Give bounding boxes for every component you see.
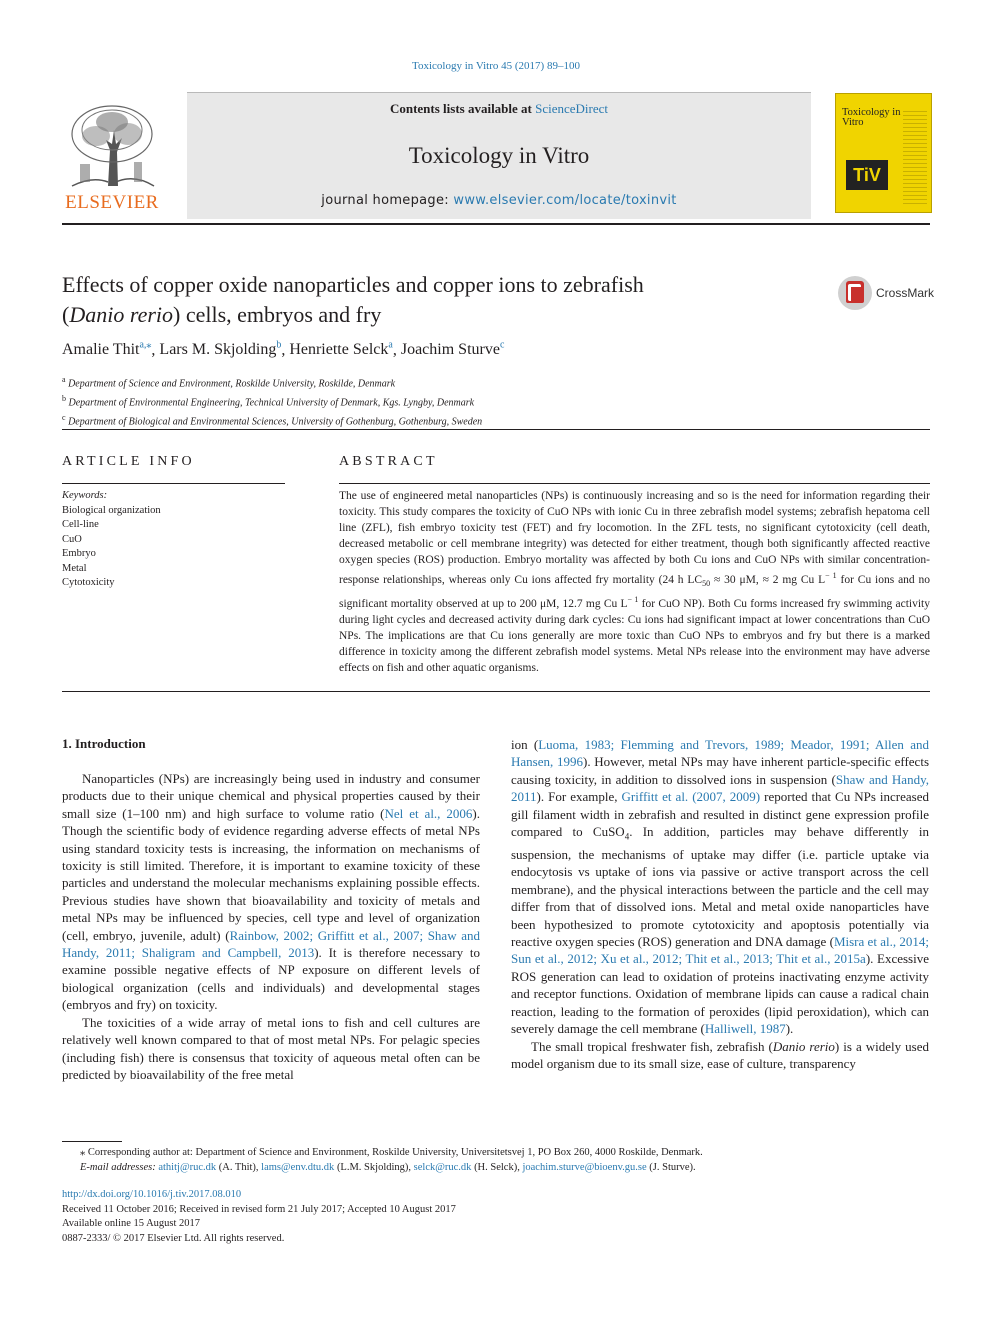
- keyword: Biological organization: [62, 504, 161, 516]
- article-metadata: [62, 1188, 456, 1246]
- copyright: 0887-2333/ © 2017 Elsevier Ltd. All rights reserved.: [62, 1232, 285, 1244]
- doi-link[interactable]: http://dx.doi.org/10.1016/j.tiv.2017.08.010: [62, 1189, 242, 1200]
- homepage-link[interactable]: www.elsevier.com/locate/toxinvit: [453, 193, 677, 208]
- citation-link[interactable]: Shaw and Handy, 2011: [511, 771, 929, 805]
- abstract-text: The use of engineered metal nanoparticles (NPs) is continuously increasing and so is the need for information regarding their toxicity. This study compares the toxicity of CuO NPs with ionic Cu in three zebrafish model systems; zebrafish hepatoma cell line (ZFL), fish embryo toxicity test (FET) and fry locomotion. In the ZFL tests, no significant cytotoxicity (cell death, decreased metabolic or cell membrane integrity) was detected for either treatment, though both significantly affected reactive oxygen species (ROS) production. Embryo mortality was affected by both Cu ions and CuO NPs with similar concentration-response relationships, whereas only Cu ions affected fry mortality (24 h $LC_{50} \approx 30$ μM, ≈ 2 mg Cu $L^{- 1}$ for Cu ions and no significant mortality observed at up to 200 μM, 12.7 mg Cu $L^{- 1}$ for CuO NP). Both Cu forms increased fry swimming activity during light cycles and decreased activity during dark cycles: Cu ions had significant impact at lower concentrations than CuO NPs. The implications are that Cu ions generally are more toxic than CuO NPs to embryos and fry but there is a marked difference in toxicity among the different zebrafish model systems. Metal NPs release into the environment may have adverse effects on fish and other aquatic organisms.: [339, 490, 931, 674]
- cover-title: Toxicology in Vitro: [842, 107, 901, 128]
- contents-line: Contents lists available at ScienceDirect: [389, 101, 609, 116]
- paragraph: The small tropical freshwater fish, zebrafish (Danio rerio) is a widely used model organism due to its small size, ease of culture, transparency: [511, 1038, 930, 1071]
- received-dates: Received 11 October 2016; Received in revised form 21 July 2017; Accepted 10 August 2017: [62, 1203, 456, 1215]
- citation-link[interactable]: Rainbow, 2002; Griffitt et al., 2007; Shaw and Handy, 2011; Shaligram and Campbell, 2013: [62, 927, 480, 961]
- citation-link[interactable]: Luoma, 1983; Flemming and Trevors, 1989; Meador, 1991; Allen and Hansen, 1996: [511, 737, 929, 770]
- cover-stripes: [903, 108, 927, 204]
- online-date: Available online 15 August 2017: [62, 1218, 201, 1229]
- citation-link[interactable]: Misra et al., 2014; Sun et al., 2012; Xu et al., 2012; Thit et al., 2013; Thit et al., 2015a: [511, 934, 929, 967]
- abstract-bottom-rule: [62, 691, 930, 692]
- cover-badge: TiV: [846, 160, 888, 190]
- affiliations: [62, 373, 482, 429]
- paragraph: Nanoparticles (NPs) are increasingly being used in industry and consumer products due to their unique chemical and physical properties caused by their small size (1–100 nm) and high surface to volume ratio (Nel et al., 2006). Though the scientific body of evidence regarding adverse effects of metal NPs using standard toxicity tests is increasing, the information on mechanisms of toxicity is still limited. Therefore, it is important to examine toxicity of these particles and understand the molecular mechanisms explaining possible effects. Previous studies have shown that bioavailability and toxicity of metals and metal NPs may be influenced by species, cell type and level of organization (cell, embryo, juvenile, adult) (Rainbow, 2002; Griffitt et al., 2007; Shaw and Handy, 2011; Shaligram and Campbell, 2013). It is therefore necessary to examine possible negative effects of NP exposure on different levels of biological organization (cells and individuals) and developmental stages (embryos and fry) on toxicity.: [62, 771, 480, 1013]
- section-title: 1. Introduction: [62, 736, 146, 751]
- footnotes: [62, 1145, 930, 1175]
- email-link[interactable]: selck@ruc.dk: [413, 1162, 472, 1173]
- journal-name: Toxicology in Vitro: [408, 143, 590, 168]
- affiliation: $^b$ Department of Environmental Engineering, Technical University of Denmark, Kgs. Lyngby, Denmark: [62, 393, 475, 409]
- info-rule: [62, 483, 285, 484]
- affil-rule: [62, 429, 930, 430]
- abstract-rule: [339, 483, 930, 484]
- abstract-heading: ABSTRACT: [339, 454, 438, 469]
- crossmark-badge[interactable]: CrossMark: [836, 276, 936, 316]
- citation-link[interactable]: Nel et al., 2006: [384, 805, 473, 821]
- author-list: Amalie Thit$^{a,⁎}$, Lars M. Skjolding$^b$, Henriette Selck$^a$, Joachim Sturve$^c$: [62, 340, 505, 359]
- paragraph: ion (Luoma, 1983; Flemming and Trevors, 1989; Meador, 1991; Allen and Hansen, 1996). However, metal NPs may have inherent particle-specific effects causing toxicity, in addition to dissolved ions in suspension (Shaw and Handy, 2011). For example, Griffitt et al. (2007, 2009) reported that Cu NPs increased gill filament width in zebrafish and resulted in distinct gene expression profile compared to CuSO$_4$. In addition, particles may behave differently in suspension, the mechanisms of uptake may differ (i.e. particle uptake via endocytosis vs uptake of ions via passive or active transport across the cell membrane), and the physical interactions between the particle and the cell may differ from that of dissolved ions. Metal and metal oxide nanoparticles have been hypothesized to promote cytotoxicity and apoptosis potentially via reactive oxygen species (ROS) generation and DNA damage (Misra et al., 2014; Sun et al., 2012; Xu et al., 2012; Thit et al., 2013; Thit et al., 2015a). Excessive ROS generation can lead to oxidation of proteins inactivating enzyme activity and receptor functions. Oxidation of membrane lipids can cause a radical chain reaction, leading to the formation of peroxides (lipid peroxidation), which can severely damage the cell membrane (Halliwell, 1987).: [511, 737, 930, 1037]
- article-info-heading: ARTICLE INFO: [62, 454, 195, 469]
- author[interactable]: Joachim Sturve$^c$: [400, 340, 505, 359]
- author[interactable]: Henriette Selck$^a$: [289, 340, 393, 359]
- article-title: Effects of copper oxide nanoparticles and copper ions to zebrafish (Danio rerio) cells, embryos and fry: [62, 272, 644, 327]
- sciencedirect-link[interactable]: ScienceDirect: [535, 101, 609, 116]
- keyword: CuO: [62, 533, 82, 545]
- body-right-column: [511, 736, 929, 1072]
- email-link[interactable]: joachim.sturve@bioenv.gu.se: [522, 1162, 647, 1173]
- paragraph: The toxicities of a wide array of metal ions to fish and cell cultures are relatively well known compared to that of most metal NPs. For pelagic species (including fish) there is consensus that toxicity of aqueous metal often can be predicted by bioavailability of the free metal: [62, 1014, 480, 1082]
- journal-citation[interactable]: Toxicology in Vitro 45 (2017) 89–100: [412, 60, 580, 72]
- author[interactable]: Lars M. Skjolding$^b$: [159, 340, 282, 359]
- affiliation: $^a$ Department of Science and Environment, Roskilde University, Roskilde, Denmark: [62, 375, 396, 390]
- citation-link[interactable]: Halliwell, 1987: [704, 1021, 786, 1037]
- author[interactable]: Amalie Thit$^{a,⁎}$: [62, 340, 152, 359]
- journal-cover[interactable]: [835, 93, 932, 213]
- journal-homepage: journal homepage: www.elsevier.com/locate/toxinvit: [321, 193, 677, 208]
- keywords-list: Keywords: Biological organization Cell-line CuO Embryo Metal Cytotoxicity: [62, 489, 161, 591]
- body-left-column: [62, 770, 480, 1083]
- journal-header: [187, 92, 811, 219]
- email-link[interactable]: athitj@ruc.dk: [158, 1162, 217, 1173]
- keyword: Embryo: [62, 548, 96, 559]
- keyword: Cytotoxicity: [62, 577, 115, 588]
- keyword: Metal: [62, 562, 87, 574]
- email-addresses: E-mail addresses: athitj@ruc.dk (A. Thit), lams@env.dtu.dk (L.M. Skjolding), selck@ruc.dk (H. Selck), joachim.sturve@bioenv.gu.se (J. Sturve).: [80, 1162, 696, 1173]
- corresponding-author-note: ⁎ Corresponding author at: Department of Science and Environment, Roskilde University, Universitetsvej 1, PO Box 260, 4000 Roskilde, Denmark.: [80, 1147, 703, 1158]
- email-link[interactable]: lams@env.dtu.dk: [261, 1162, 335, 1173]
- citation-link[interactable]: Griffitt et al. (2007, 2009): [621, 789, 761, 805]
- header-rule: [62, 223, 930, 225]
- keyword: Cell-line: [62, 519, 99, 530]
- crossmark-icon: [838, 276, 872, 310]
- footnote-rule: [62, 1141, 122, 1142]
- affiliation: $^c$ Department of Biological and Environmental Sciences, University of Gothenburg, Gothenburg, Sweden: [62, 412, 483, 427]
- publisher-logo-text: ELSEVIER: [65, 192, 159, 213]
